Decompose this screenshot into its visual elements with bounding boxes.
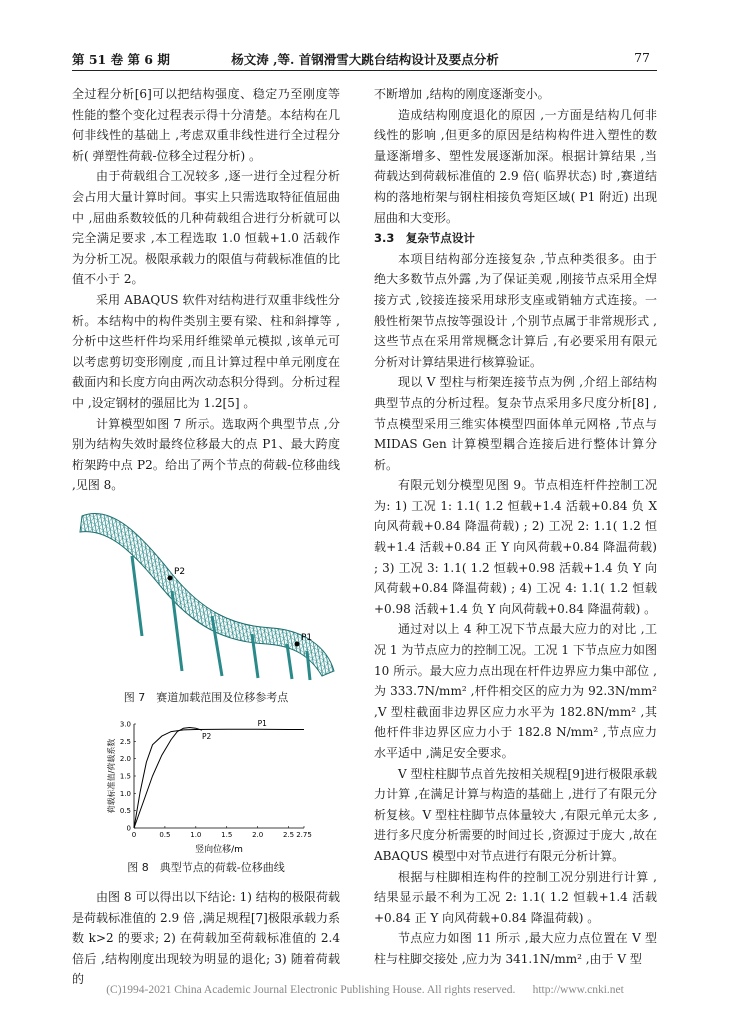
page-number: 77 <box>634 50 650 65</box>
x-tick-label: 1.5 <box>221 831 233 840</box>
paragraph: 采用 ABAQUS 软件对结构进行双重非线性分析。本结构中的构件类别主要有梁、柱和斜撑等 ,分析中这些杆件均采用纤维梁单元模拟 ,该单元可以考虑剪切变形刚度 ,而且计算过程中单元刚度在截面内和长度方向由两次动态积分得到。分析过程中 ,设定钢材的强屈比为 1.2[5] 。 <box>72 292 340 410</box>
paragraph: 全过程分析[6]可以把结构强度、稳定乃至刚度等性能的整个变化过程表示得十分清楚。本结构在几何非线性的基础上 ,考虑双重非线性进行全过程分析( 弹塑性荷载-位移全过程分析) 。 <box>72 87 340 163</box>
series-label-p2: P2 <box>202 732 212 742</box>
copyright-footer: (C)1994-2021 China Academic Journal Electronic Publishing House. All rights reserved. http://www.cnki.net <box>106 984 624 996</box>
right-column <box>374 84 657 970</box>
series-label-p1: P1 <box>257 719 267 729</box>
paragraph: 现以 V 型柱与桁架连接节点为例 ,介绍上部结构典型节点的分析过程。复杂节点采用多尺度分析[8] ,节点模型采用三维实体模型四面体单元网格 ,节点与 MIDAS Gen 计算模型耦合连接后进行整体计算分析。 <box>374 375 657 472</box>
y-tick-label: 0 <box>126 824 131 833</box>
y-axis-label: 荷载标准值/荷载系数 <box>107 739 116 814</box>
paragraph: 造成结构刚度退化的原因 ,一方面是结构几何非线性的影响 ,但更多的原因是结构构件进入塑性的数量逐渐增多、塑性发展逐渐加深。根据计算结果 ,当荷载达到荷载标准值的 2.9 倍( 临界状态) 时 ,赛道结构的落地桁架与钢柱相接负弯矩区域( P1 附近) 出现屈曲和大变形。 <box>374 107 657 225</box>
x-tick-label: 0.5 <box>159 831 171 840</box>
paragraph: 不断增加 ,结构的刚度逐渐变小。 <box>374 87 550 101</box>
paragraph: 有限元划分模型见图 9。节点相连杆件控制工况为: 1) 工况 1: 1.1( 1.2 恒载+1.4 活载+0.84 负 X 向风荷载+0.84 降温荷载) ; 2) 工况 2: 1.1( 1.2 恒载+1.4 活载+0.84 正 Y 向风荷载+0.84 降温荷载) ; 3) 工况 3: 1.1( 1.2 恒载+0.98 活载+1.4 负 Y 向风荷载+0.84 降温荷载) ; 4) 工况 4: 1.1( 1.2 恒载+0.98 活载+1.4 负 Y 向风荷载+0.84 降温荷载) 。 <box>374 478 657 616</box>
p1-marker <box>295 641 300 646</box>
p2-label: P2 <box>174 566 186 577</box>
left-column <box>72 84 340 990</box>
paragraph: V 型柱柱脚节点首先按相关规程[9]进行极限承载力计算 ,在满足计算与构造的基础上 ,进行了有限元分析复核。V 型柱柱脚节点体量较大 ,有限元单元太多 ,进行多尺度分析需要的时间过长 ,资源过于庞大 ,故在 ABAQUS 模型中对节点进行有限元分析计算。 <box>374 766 657 863</box>
x-tick-label: 0 <box>131 831 137 840</box>
p1-label: P1 <box>301 632 313 643</box>
journal-volume: 第 51 卷 第 6 期 <box>72 52 170 67</box>
paragraph: 由图 8 可以得出以下结论: 1) 结构的极限荷载是荷载标准值的 2.9 倍 ,满足规程[7]极限承载力系数 k>2 的要求; 2) 在荷载加至荷载标准值的 2.4 倍后 ,结构刚度出现较为明显的退化; 3) 随着荷载的 <box>72 890 340 987</box>
load-displacement-chart <box>72 716 340 856</box>
x-tick-label: 2.0 <box>252 831 264 840</box>
x-tick-label: 1.0 <box>190 831 202 840</box>
x-tick-label: 2.5 <box>282 831 295 840</box>
paragraph: 由于荷载组合工况较多 ,逐一进行全过程分析会占用大量计算时间。事实上只需选取特征值屈曲中 ,屈曲系数较低的几种荷载组合进行分析就可以完全满足要求 ,本工程选取 1.0 恒载+1.0 活载作为分析工况。极限承载力的限值与荷载标准值的比值不小于 2。 <box>72 169 340 287</box>
figure-7-caption: 图 7 赛道加载范围及位移参考点 <box>123 690 289 704</box>
series-line-p1 <box>134 730 304 829</box>
paragraph: 节点应力如图 11 所示 ,最大应力点位置在 V 型柱与柱脚交接处 ,应力为 341.1N/mm² ,由于 V 型 <box>374 931 657 966</box>
figure-8-chart <box>72 716 340 856</box>
y-tick-label: 3.0 <box>119 720 131 729</box>
paragraph: 本项目结构部分连接复杂 ,节点种类很多。由于绝大多数节点外露 ,为了保证美观 ,刚接节点采用全焊接方式 ,铰接连接采用球形支座或销轴方式连接。一般性桁架节点按等强设计 ,个别节点属于非常规形式 ,这些节点在采用常规概念计算后 ,有必要采用有限元分析对计算结果进行核算验证。 <box>374 251 657 369</box>
truss-model-drawing <box>72 496 340 686</box>
paragraph: 计算模型如图 7 所示。选取两个典型节点 ,分别为结构失效时最终位移最大的点 P1、最大跨度桁架跨中点 P2。给出了两个节点的荷载-位移曲线 ,见图 8。 <box>72 416 340 493</box>
y-tick-label: 0.5 <box>119 807 131 816</box>
y-tick-label: 1.5 <box>119 772 131 781</box>
series-line-p2 <box>134 728 202 829</box>
x-tick-label: 2.75 <box>296 831 312 840</box>
header-rule <box>72 70 657 71</box>
paragraph: 通过对以上 4 种工况下节点最大应力的对比 ,工况 1 为节点应力的控制工况。工况 1 下节点应力如图 10 所示。最大应力点出现在杆件边界应力集中部位 ,为 333.7N/mm² ,杆件相交区的应力为 92.3N/mm² ,V 型柱截面非边界区应力水平为 182.8N/mm² ,其他杆件非边界区应力小于 182.8 N/mm² ,节点应力水平适中 ,满足安全要求。 <box>374 622 657 760</box>
truss-deck <box>80 513 334 676</box>
paragraph: 根据与柱脚相连构件的控制工况分别进行计算 ,结果显示最不利为工况 2: 1.1( 1.2 恒载+1.4 活载+0.84 正 Y 向风荷载+0.84 降温荷载) 。 <box>374 869 657 925</box>
p2-marker <box>168 575 173 580</box>
y-tick-label: 2.0 <box>119 755 131 764</box>
running-title: 杨文涛 ,等. 首钢滑雪大跳台结构设计及要点分析 <box>231 52 499 67</box>
section-heading: 3.3 复杂节点设计 <box>374 231 475 246</box>
figure-7-truss-model <box>72 496 340 686</box>
figure-8-caption: 图 8 典型节点的荷载-位移曲线 <box>127 861 285 875</box>
x-axis-label: 竖向位移/m <box>195 845 243 856</box>
y-tick-label: 2.5 <box>119 738 131 747</box>
y-tick-label: 1.0 <box>119 790 131 799</box>
